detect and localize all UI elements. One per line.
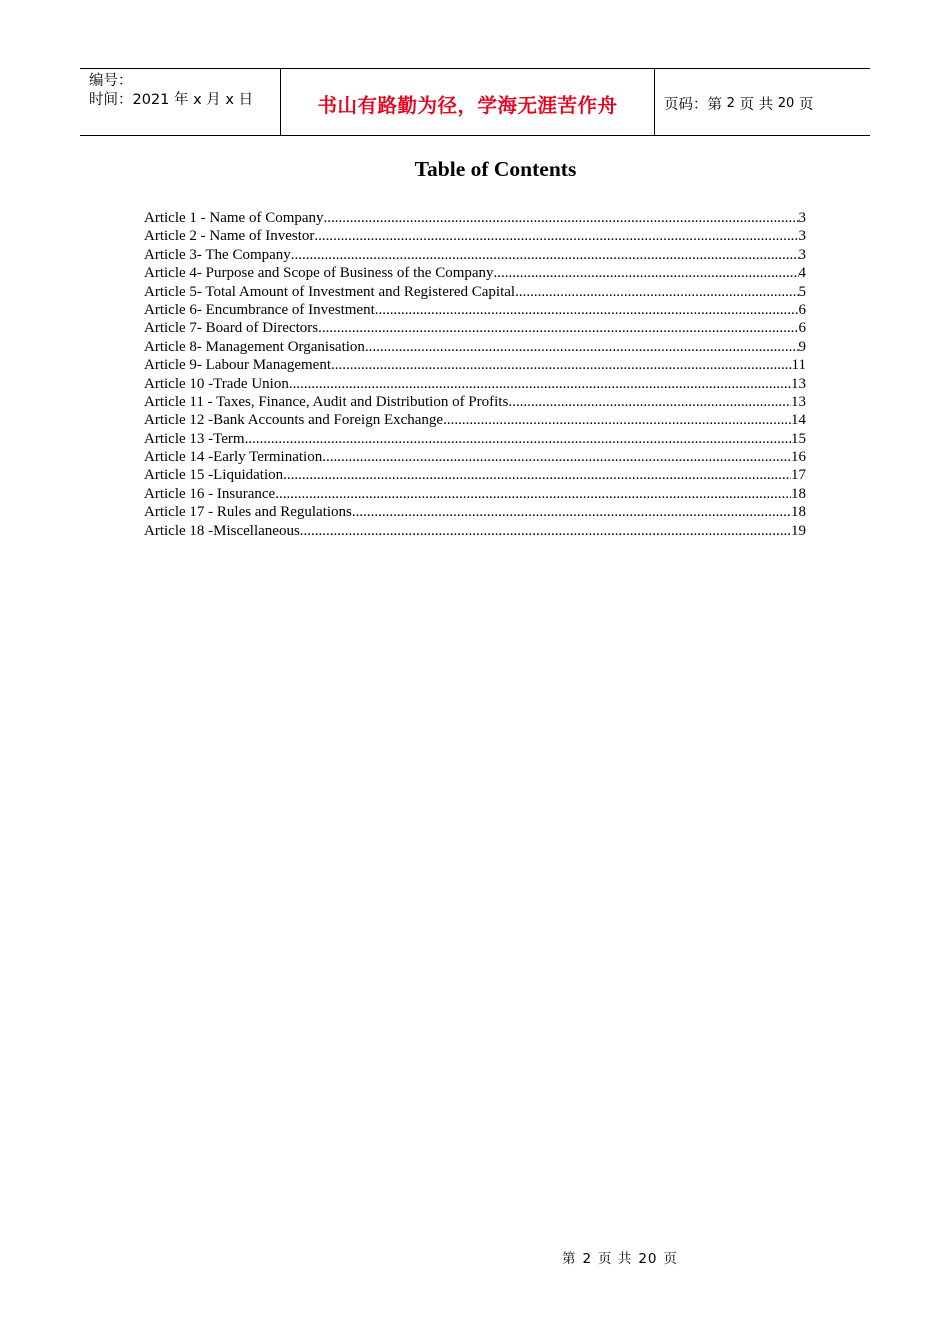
toc-dot-leader: [365, 338, 799, 356]
toc-dot-leader: [300, 522, 791, 540]
toc-entry-page: 19: [791, 522, 806, 539]
toc-dot-leader: [245, 430, 791, 448]
toc-entry[interactable]: [144, 485, 806, 503]
toc-entry[interactable]: [144, 283, 806, 301]
serial-number-label: 编号：: [89, 73, 133, 89]
toc-entry-page: 6: [798, 320, 806, 337]
toc-dot-leader: [515, 283, 798, 301]
header-page-number: 2: [726, 96, 735, 111]
toc-entry-page: 17: [791, 467, 806, 484]
toc-entry-page: 18: [791, 504, 806, 521]
toc-title: Table of Contents: [414, 157, 577, 181]
toc-entry[interactable]: [144, 503, 806, 521]
toc-entry[interactable]: [144, 264, 806, 282]
toc-entry[interactable]: [144, 375, 806, 393]
toc-entry[interactable]: [144, 430, 806, 448]
toc-dot-leader: [324, 209, 799, 227]
toc-entry-label: Article 13 -Term: [144, 430, 245, 447]
header-page-prefix: 页码：第: [664, 97, 722, 113]
toc-entry-label: Article 6- Encumbrance of Investment: [144, 301, 375, 318]
toc-entry-page: 13: [791, 393, 806, 410]
header-meta-cell: [80, 69, 281, 135]
toc-dot-leader: [289, 375, 791, 393]
header-page-mid: 页 共: [739, 97, 774, 113]
toc-list: [144, 209, 806, 540]
toc-dot-leader: [375, 301, 799, 319]
toc-entry-page: 3: [798, 228, 806, 245]
toc-dot-leader: [314, 227, 798, 245]
footer-page-total: 20: [638, 1251, 658, 1267]
toc-entry-label: Article 4- Purpose and Scope of Business of the Company: [144, 265, 494, 282]
toc-entry-label: Article 9- Labour Management: [144, 357, 332, 374]
toc-entry[interactable]: [144, 466, 806, 484]
toc-entry-label: Article 7- Board of Directors: [144, 320, 319, 337]
header-page-suffix: 页: [798, 97, 814, 113]
footer-suffix: 页: [663, 1251, 679, 1267]
toc-entry-label: Article 5- Total Amount of Investment and Registered Capital: [144, 283, 516, 300]
toc-dot-leader: [331, 356, 792, 374]
toc-entry[interactable]: [144, 522, 806, 540]
toc-dot-leader: [508, 393, 791, 411]
footer-mid: 页 共: [598, 1251, 633, 1267]
toc-entry-page: 6: [798, 301, 806, 318]
toc-entry[interactable]: [144, 448, 806, 466]
document-header: [80, 68, 870, 136]
toc-entry-label: Article 16 - Insurance: [144, 485, 276, 502]
header-page-info: [655, 69, 870, 135]
toc-entry-label: Article 10 -Trade Union: [144, 375, 289, 392]
toc-dot-leader: [291, 246, 799, 264]
toc-entry-page: 11: [791, 357, 806, 374]
footer-prefix: 第: [561, 1251, 577, 1267]
toc-entry[interactable]: [144, 246, 806, 264]
toc-entry-page: 16: [791, 449, 806, 466]
toc-entry-label: Article 8- Management Organisation: [144, 338, 365, 355]
toc-entry[interactable]: [144, 393, 806, 411]
toc-dot-leader: [275, 485, 791, 503]
toc-entry-page: 3: [798, 246, 806, 263]
toc-dot-leader: [322, 448, 791, 466]
toc-entry-label: Article 1 - Name of Company: [144, 210, 324, 226]
toc-entry[interactable]: [144, 319, 806, 337]
toc-dot-leader: [352, 503, 791, 521]
toc-entry-label: Article 3- The Company: [144, 246, 291, 263]
header-motto: 书山有路勤为径，学海无涯苦作舟: [281, 69, 655, 135]
toc-entry-page: 13: [791, 375, 806, 392]
toc-entry-label: Article 14 -Early Termination: [144, 449, 323, 466]
date-label: 时间：2021 年 x 月 x 日: [89, 92, 254, 108]
toc-entry-page: 4: [798, 265, 806, 282]
toc-entry-label: Article 15 -Liquidation: [144, 467, 284, 484]
toc-dot-leader: [443, 411, 791, 429]
toc-entry[interactable]: [144, 411, 806, 429]
toc-dot-leader: [494, 264, 799, 282]
header-page-total: 20: [777, 96, 795, 111]
page-footer: [0, 1247, 950, 1267]
toc-entry-label: Article 2 - Name of Investor: [144, 228, 315, 245]
toc-dot-leader: [318, 319, 798, 337]
toc-entry[interactable]: [144, 209, 806, 227]
toc-entry-page: 5: [798, 283, 806, 300]
toc-entry[interactable]: [144, 338, 806, 356]
toc-entry-label: Article 12 -Bank Accounts and Foreign Exchange: [144, 412, 444, 429]
toc-entry[interactable]: [144, 301, 806, 319]
toc-entry-page: 18: [791, 485, 806, 502]
toc-entry-page: 14: [791, 412, 806, 429]
toc-dot-leader: [283, 466, 791, 484]
toc-entry-label: Article 17 - Rules and Regulations: [144, 504, 352, 521]
toc-entry-label: Article 11 - Taxes, Finance, Audit and Distribution of Profits: [144, 393, 509, 410]
toc-entry[interactable]: [144, 227, 806, 245]
toc-entry-label: Article 18 -Miscellaneous: [144, 522, 300, 539]
toc-entry-page: 15: [791, 430, 806, 447]
toc-entry[interactable]: [144, 356, 806, 374]
footer-page-number: 2: [582, 1251, 593, 1267]
toc-entry-page: 9: [798, 338, 806, 355]
toc-entry-page: 3: [798, 210, 806, 226]
